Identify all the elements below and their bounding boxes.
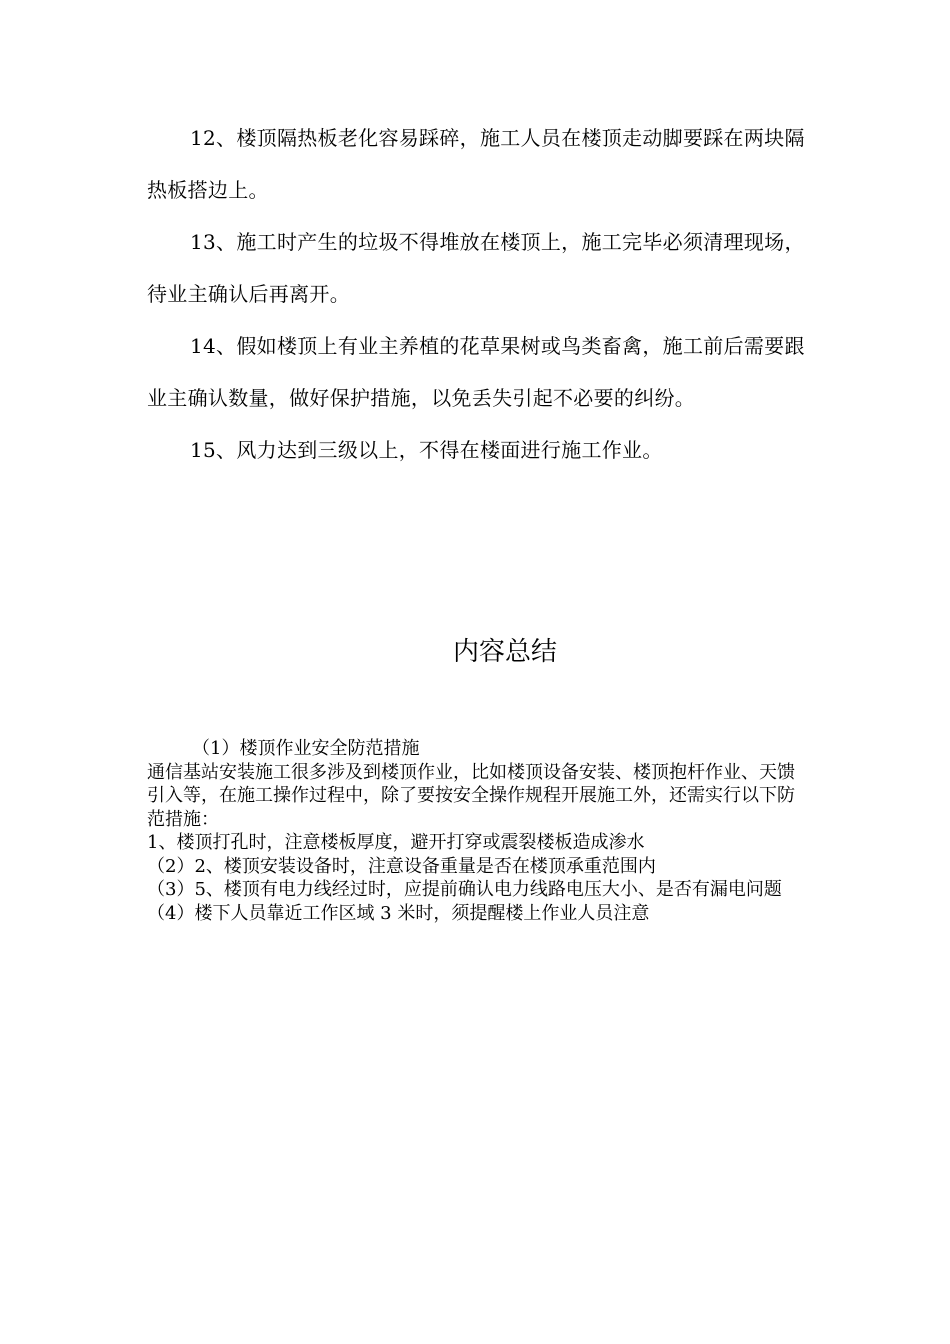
summary-section [147, 737, 807, 925]
paragraph-14: 14、假如楼顶上有业主养植的花草果树或鸟类畜禽，施工前后需要跟业主确认数量，做好保护措施，以免丢失引起不必要的纠纷。 [147, 334, 805, 410]
paragraph-13: 13、施工时产生的垃圾不得堆放在楼顶上，施工完毕必须清理现场，待业主确认后再离开。 [147, 230, 805, 306]
summary-item-4: （4）楼下人员靠近工作区域 3 米时，须提醒楼上作业人员注意 [147, 902, 650, 924]
paragraph-12: 12、楼顶隔热板老化容易踩碎，施工人员在楼顶走动脚要踩在两块隔热板搭边上。 [147, 126, 805, 202]
summary-heading: （1）楼顶作业安全防范措施 [192, 738, 420, 759]
paragraph-15: 15、风力达到三级以上，不得在楼面进行施工作业。 [190, 438, 663, 462]
summary-title: 内容总结 [452, 637, 557, 667]
main-body-text [147, 112, 807, 476]
summary-item-1: 1、楼顶打孔时，注意楼板厚度，避开打穿或震裂楼板造成渗水 [147, 832, 645, 853]
summary-intro: 通信基站安装施工很多涉及到楼顶作业，比如楼顶设备安装、楼顶抱杆作业、天馈引入等，在施工操作过程中，除了要按安全操作规程开展施工外，还需实行以下防范措施： [147, 761, 795, 830]
summary-item-2: （2）2、楼顶安装设备时，注意设备重量是否在楼顶承重范围内 [147, 855, 656, 877]
summary-item-3: （3）5、楼顶有电力线经过时，应提前确认电力线路电压大小、是否有漏电问题 [147, 879, 782, 900]
